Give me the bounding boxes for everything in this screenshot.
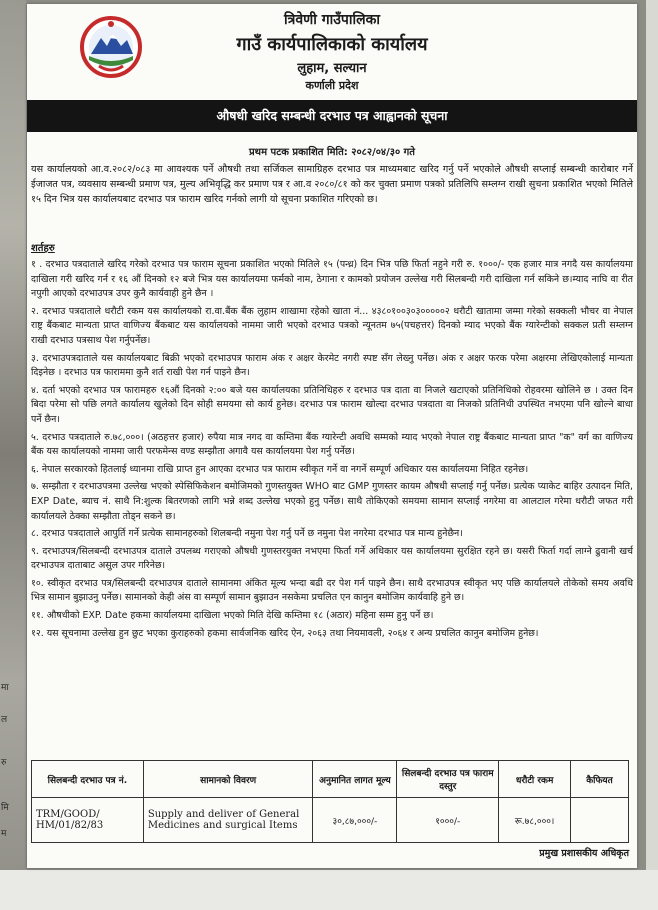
bid-table bbox=[31, 760, 629, 843]
table-header-cell: अनुमानित लागत मूल्य bbox=[313, 761, 397, 798]
background-left-strip bbox=[0, 0, 26, 910]
margin-fragment: मा bbox=[1, 683, 9, 693]
signoff: प्रमुख प्रशासकीय अधिकृत bbox=[539, 848, 629, 859]
background-bottom-strip bbox=[0, 870, 658, 910]
condition-item: ९. दरभाउपत्र/सिलबन्दी दरभाउपत्र दाताले उपलब्ध गराएको औषधी गुणस्तरयुक्त नभएमा फिर्ता गर्ने अधिकार यस कार्यालयमा सुरक्षित रहने छ। यसरी फिर्ता गर्दा लाग्ने ढुवानी खर्च दरभाउपत्र दाताबाट असुल उपर गरिनेछ। bbox=[31, 545, 633, 572]
table-header-cell: सिलबन्दी दरभाउ पत्र फाराम दस्तुर bbox=[397, 761, 499, 798]
table-cell bbox=[571, 798, 629, 843]
condition-item: ५. दरभाउ पत्रदाताले रु.७८,०००। (अठहत्तर हजार) रुपैया मात्र नगद वा कम्तिमा बैंक ग्यारेन्टी अवधि सम्मको म्याद भएको नेपाल राष्ट्र बैंकबाट मान्यता प्राप्त "क" वर्ग का वाणिज्य बैंक यस कार्यालयको नाममा जारी परफमेन्स वण्ड सम्झौता अगावै यस कार्यालयमा पेश गर्नु पर्नेछ। bbox=[31, 431, 633, 458]
condition-item: ७. सम्झौता र दरभाउपत्रमा उल्लेख भएको स्पेसिफिकेशन बमोजिमको गुणस्तयुक्त WHO बाट GMP गुणस्तर कायम औषधी सप्लाई गर्नु पर्नेछ। प्रत्येक प्याकेट बाहिर उत्पादन मिति, EXP Date, ब्याच नं. साथै नि:शुल्क बितरणको लागि भन्ने शब्द उल्लेख भएको हुनु पर्नेछ। साथै तोकिएको समयमा सामान सप्लाई नगरेमा वा आलटाल गरेमा धरौटी जफत गरी कार्यालयले ठेक्का सम्झौता तोड्न सकने छ। bbox=[31, 481, 633, 522]
table-header-cell: धरौटी रकम bbox=[499, 761, 571, 798]
condition-item: ३. दरभाउपत्रदाताले यस कार्यालयबाट बिक्री भएको दरभाउपत्र फाराम अंक र अक्षर केरमेट नगरी स्पष्ट सँग लेख्नु पर्नेछ। अंक र अक्षर फरक परेमा अक्षरमा लेखिएकोलाई मान्यता दिइनेछ । दरभाउ पत्र फाराममा कुनै शर्त राखी पेश गर्न पाइने छैन। bbox=[31, 352, 633, 379]
table-cell: रू.७८,०००। bbox=[499, 798, 571, 843]
intro-paragraph: यस कार्यालयको आ.व.२०८२/०८३ मा आवश्यक पर्ने औषधी तथा सर्जिकल सामाग्रिहरु दरभाउ पत्र माध्यमबाट खरिद गर्नु पर्ने भएकोले औषधी सप्लाई सम्बन्धी कारोबार गर्ने ईजाजत पत्र, व्यवसाय सम्बन्धी प्रमाण पत्र, मुल्य अभिवृद्धि कर प्रमाण पत्र र आ.व २०८०/८१ को कर चुक्ता प्रमाण पत्रको प्रतिलिपि सम्लग्न राखी सुचना प्रकाशित भएको मितिले १५ दिन भित्र यस कार्यालयबाट दरभाउ पत्र फाराम खरिद गर्नको लागी यो सूचना प्रकाशित गरिएको छ। bbox=[31, 164, 633, 205]
condition-item: ८. दरभाउ पत्रदाताले आपुर्ति गर्ने प्रत्येक सामानहरुको शिलबन्दी नमुना पेश गर्नु पर्ने छ नमुना पेश नगरेमा दरभाउ पत्र मान्य हुनेछैन। bbox=[31, 528, 463, 540]
margin-fragment: म bbox=[1, 829, 7, 839]
office-location: लुहाम, सल्यान bbox=[297, 61, 367, 76]
condition-item: १२. यस सूचनामा उल्लेख हुन छुट भएका कुराहरुको हकमा सार्वजनिक खरिद ऐन, २०६३ तथा नियमावली, २०६४ र अन्य प्रचलित कानुन बमोजिम हुनेछ। bbox=[31, 627, 539, 639]
municipality-name: त्रिवेणी गाउँपालिका bbox=[283, 12, 380, 28]
table-header-cell: कैफियत bbox=[571, 761, 629, 798]
condition-item: ४. दर्ता भएको दरभाउ पत्र फारामहरु १६औं दिनको २:०० बजे यस कार्यालयका प्रतिनिधिहरु र दरभाउ पत्र दाता वा निजले खटाएको प्रतिनिधिको रोहवरमा खोलिने छ । उक्त दिन बिदा परेमा सो पछि लगते कार्यालय खुलेको दिन सोही समयमा सो कार्य हुनेछ। दरभाउ पत्र फाराम खोल्दा दरभाउ पत्रदाता वा निजको प्रतिनिधी उपस्थित नभएमा पनि खोल्ने बाधा पर्ने छैन। bbox=[31, 384, 633, 425]
margin-fragment: रु bbox=[1, 758, 7, 768]
margin-fragment: मि bbox=[1, 803, 9, 813]
notice-paper bbox=[27, 4, 637, 868]
table-header-cell: सामानको विवरण bbox=[143, 761, 313, 798]
condition-item: १०. स्वीकृत दरभाउ पत्र/सिलबन्दी दरभाउपत्र दाताले सामानमा अंकित मूल्य भन्दा बढी दर पेश गर्न पाइने छैन। साथै दरभाउपत्र स्वीकृत भए पछि कार्यालयले तोकेको समय अवधि भित्र सामान बुझाउनु पर्नेछ। सामानको केही अंस वा सम्पूर्ण सामान बुझाउन नसकेमा प्रचलित एन कानुन बमोजिम कार्यवाहि हुने छ। bbox=[31, 577, 633, 604]
province-name: कर्णाली प्रदेश bbox=[305, 79, 359, 92]
condition-item: २. दरभाउ पत्रदाताले धरौटी रकम यस कार्यालयको रा.वा.बैंक बैंक लुहाम शाखामा रहेको खाता नं... ४३८०१००३०३०००००२ धरौटी खातामा जम्मा गरेको सक्कली भौचर वा नेपाल राष्ट्र बैंकबाट मान्यता प्राप्त वाणिज्य बैंकबाट यस कार्यालयको नाममा जारी भएको दरभाउ पत्रको न्यूनतम ७५(पचहत्तर) दिनको म्याद भएको बैंक ग्यारेन्टीको सक्कल प्रती सम्लग्न राखी दरभाउ पत्रसाथ पेश गर्नुपर्नेछ। bbox=[31, 305, 633, 346]
background-right-strip bbox=[646, 0, 658, 910]
table-header-cell: सिलबन्दी दरभाउ पत्र नं. bbox=[32, 761, 144, 798]
condition-item: ६. नेपाल सरकारको हितलाई ध्यानमा राखि प्राप्त हुन आएका दरभाउ पत्र फाराम स्वीकृत गर्ने वा नगर्ने सम्पूर्ण अधिकार यस कार्यालयमा निहित रहनेछ। bbox=[31, 463, 529, 475]
table-cell: Supply and deliver of General Medicines and surgical Items bbox=[143, 798, 313, 843]
condition-item: ११. औषधीको EXP. Date हकमा कार्यालयमा दाखिला भएको मिति देखि कम्तिमा १८ (अठार) महिना सम्म हुनु पर्ने छ। bbox=[31, 610, 434, 622]
table-header-row bbox=[32, 761, 629, 798]
conditions-list bbox=[31, 258, 633, 644]
table-row bbox=[32, 798, 629, 843]
condition-item: १ . दरभाउ पत्रदाताले खरिद गरेको दरभाउ पत्र फाराम सूचना प्रकाशित भएको मितिले १५ (पन्ध्र) दिन भित्र पछि फिर्ता नहुने गरी रु. १०००/- एक हजार मात्र नगदै यस कार्यालयमा दाखिला गरी खरिद गर्न र १६ औं दिनको १२ बजे भित्र यस कार्यालयमा फर्मको नाम, ठेगाना र कामको प्रयोजन उल्लेख गरी सिलबन्दी गरी दाखिला गर्न सकिने छ।म्याद नाघि वा रीत नपुगी आएको दरभाउपत्र उपर कुनै कार्यवाही हुने छैन । bbox=[31, 259, 633, 300]
table-cell: TRM/GOOD/ HM/01/82/83 bbox=[32, 798, 144, 843]
publish-date: प्रथम पटक प्रकाशित मिति: २०८२/०४/३० गते bbox=[248, 147, 415, 158]
office-name: गाउँ कार्यपालिकाको कार्यालय bbox=[236, 34, 428, 55]
conditions-heading: शर्तहरु bbox=[31, 243, 55, 254]
margin-fragment: ल bbox=[1, 715, 8, 725]
table-cell: १०००/- bbox=[397, 798, 499, 843]
notice-header bbox=[27, 4, 637, 100]
notice-title: औषधी खरिद सम्बन्धी दरभाउ पत्र आह्वानको सूचना bbox=[27, 100, 637, 132]
table-cell: ३०,८७,०००/- bbox=[313, 798, 397, 843]
